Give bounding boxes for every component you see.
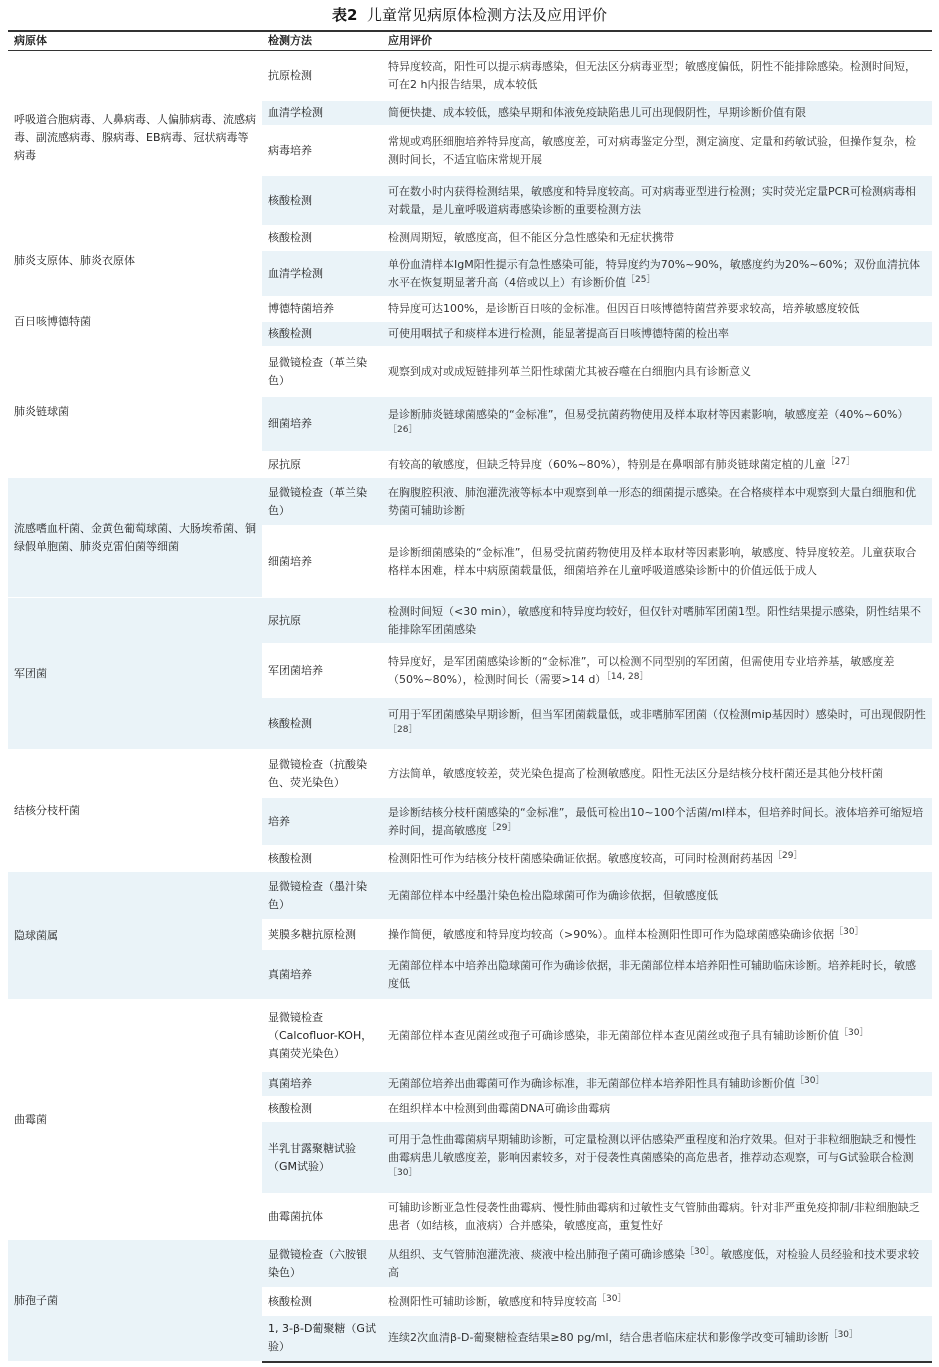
pathogen-table	[8, 30, 932, 1363]
table-number: 表2	[332, 6, 358, 24]
method-cell: 博德特菌培养	[262, 297, 382, 322]
reference-marker: ［29］	[773, 850, 803, 861]
evaluation-cell	[382, 126, 932, 176]
header-pathogen: 病原体	[8, 31, 262, 51]
table-title	[0, 0, 939, 30]
evaluation-cell	[382, 644, 932, 698]
evaluation-text: 是诊断细菌感染的“金标准”，但易受抗菌药物使用及样本取材等因素影响，敏感度、特异度较差。儿童获取合格样本困难，样本中病原菌载量低，细菌培养在儿童呼吸道感染诊断中的价值远低于成人	[388, 545, 917, 577]
evaluation-cell	[382, 397, 932, 452]
pathogen-cell: 军团菌	[8, 598, 262, 750]
evaluation-text: 可用于军团菌感染早期诊断，但当军团菌载量低，或非嗜肺军团菌（仅检测mip基因时）感染时，可出现假阴性	[388, 707, 926, 721]
method-cell: 显微镜检查（墨汁染色）	[262, 872, 382, 920]
evaluation-text: 有较高的敏感度，但缺乏特异度（60%~80%），特别是在鼻咽部有肺炎链球菌定植的儿童	[388, 457, 826, 471]
pathogen-group	[8, 347, 932, 478]
pathogen-cell: 结核分枝杆菌	[8, 750, 262, 872]
method-cell: 显微镜检查（Calcofluor-KOH，真菌荧光染色）	[262, 1000, 382, 1072]
evaluation-text: 操作简便，敏感度和特异度均较高（>90%）。血样本检测阳性即可作为隐球菌感染确诊依据	[388, 927, 835, 941]
pathogen-group	[8, 478, 932, 598]
method-cell: 显微镜检查（革兰染色）	[262, 347, 382, 397]
evaluation-cell	[382, 322, 932, 347]
method-cell: 曲霉菌抗体	[262, 1194, 382, 1240]
evaluation-text: 检测周期短，敏感度高，但不能区分急性感染和无症状携带	[388, 231, 674, 244]
pathogen-cell: 肺炎支原体、肺炎衣原体	[8, 226, 262, 297]
evaluation-cell	[382, 798, 932, 846]
evaluation-cell	[382, 251, 932, 297]
method-cell: 培养	[262, 798, 382, 846]
evaluation-cell	[382, 698, 932, 750]
method-cell: 核酸检测	[262, 1097, 382, 1122]
evaluation-cell	[382, 297, 932, 322]
method-cell: 显微镜检查（六胺银染色）	[262, 1240, 382, 1288]
table-row	[8, 1000, 932, 1072]
method-cell: 血清学检测	[262, 251, 382, 297]
table-row	[8, 1240, 932, 1288]
reference-marker: ［26］	[388, 425, 418, 435]
method-cell: 病毒培养	[262, 126, 382, 176]
evaluation-text: 无菌部位样本查见菌丝或孢子可确诊感染，非无菌部位样本查见菌丝或孢子具有辅助诊断价值	[388, 1028, 839, 1042]
pathogen-cell: 百日咳博德特菌	[8, 297, 262, 347]
evaluation-cell	[382, 176, 932, 226]
reference-marker: ［14, 28］	[606, 671, 649, 682]
evaluation-cell	[382, 51, 932, 101]
evaluation-cell	[382, 1072, 932, 1097]
evaluation-cell	[382, 1240, 932, 1288]
table-title-text: 儿童常见病原体检测方法及应用评价	[366, 6, 607, 24]
method-cell: 核酸检测	[262, 1288, 382, 1316]
evaluation-cell	[382, 1316, 932, 1362]
evaluation-text: 特异度较高，阳性可以提示病毒感染，但无法区分病毒亚型；敏感度偏低，阴性不能排除感染。检测时间短，可在2 h内报告结果，成本较低	[388, 59, 916, 91]
method-cell: 核酸检测	[262, 226, 382, 251]
table-row	[8, 598, 932, 644]
method-cell: 真菌培养	[262, 950, 382, 1000]
evaluation-cell	[382, 846, 932, 872]
evaluation-cell	[382, 920, 932, 950]
evaluation-text: 在组织样本中检测到曲霉菌DNA可确诊曲霉病	[388, 1102, 611, 1115]
header-evaluation: 应用评价	[382, 31, 932, 51]
method-cell: 半乳甘露聚糖试验（GM试验）	[262, 1122, 382, 1194]
evaluation-text: 可用于急性曲霉菌病早期辅助诊断，可定量检测以评估感染严重程度和治疗效果。但对于非粒细胞缺乏和慢性曲霉病患儿敏感度差，影响因素较多，对于侵袭性真菌感染的高危患者，推荐动态观察，可与G试验联合检测	[388, 1132, 916, 1164]
evaluation-cell	[382, 872, 932, 920]
method-cell: 荚膜多糖抗原检测	[262, 920, 382, 950]
method-cell: 显微镜检查（革兰染色）	[262, 478, 382, 526]
evaluation-text: 在胸腹腔积液、肺泡灌洗液等标本中观察到单一形态的细菌提示感染。在合格痰样本中观察到大量白细胞和优势菌可辅助诊断	[388, 485, 916, 517]
evaluation-cell	[382, 101, 932, 126]
reference-marker: ［30］	[597, 1293, 627, 1304]
evaluation-text: 无菌部位培养出曲霉菌可作为确诊标准，非无菌部位样本培养阳性具有辅助诊断价值	[388, 1077, 795, 1090]
pathogen-group	[8, 750, 932, 872]
method-cell: 核酸检测	[262, 698, 382, 750]
table-row	[8, 347, 932, 397]
evaluation-cell	[382, 226, 932, 251]
reference-marker: ［30］	[685, 1246, 710, 1257]
pathogen-cell: 流感嗜血杆菌、金黄色葡萄球菌、大肠埃希菌、铜绿假单胞菌、肺炎克雷伯菌等细菌	[8, 478, 262, 598]
evaluation-text: 特异度可达100%，是诊断百日咳的金标准。但因百日咳博德特菌营养要求较高，培养敏感度较低	[388, 302, 860, 315]
reference-marker: ［28］	[388, 724, 418, 735]
method-cell: 1, 3-β-D葡聚糖（G试验）	[262, 1316, 382, 1362]
evaluation-text: 从组织、支气管肺泡灌洗液、痰液中检出肺孢子菌可确诊感染	[388, 1247, 685, 1261]
evaluation-cell	[382, 1000, 932, 1072]
evaluation-text: 简便快捷、成本较低，感染早期和体液免疫缺陷患儿可出现假阴性，早期诊断价值有限	[388, 106, 806, 119]
reference-marker: ［30］	[795, 1076, 825, 1086]
evaluation-text: 方法简单，敏感度较差，荧光染色提高了检测敏感度。阳性无法区分是结核分枝杆菌还是其他分枝杆菌	[388, 766, 883, 780]
evaluation-cell	[382, 1194, 932, 1240]
method-cell: 真菌培养	[262, 1072, 382, 1097]
pathogen-cell: 曲霉菌	[8, 1000, 262, 1240]
pathogen-cell: 隐球菌属	[8, 872, 262, 1000]
evaluation-cell	[382, 598, 932, 644]
reference-marker: ［29］	[487, 822, 517, 833]
table-row	[8, 51, 932, 101]
header-method: 检测方法	[262, 31, 382, 51]
evaluation-cell	[382, 1122, 932, 1194]
method-cell: 细菌培养	[262, 397, 382, 452]
evaluation-text: 检测阳性可辅助诊断，敏感度和特异度较高	[388, 1294, 597, 1308]
evaluation-cell	[382, 1288, 932, 1316]
evaluation-text: 特异度好，是军团菌感染诊断的“金标准”，可以检测不同型别的军团菌，但需使用专业培养基，敏感度差（50%~80%），检测时间长（需要>14 d）	[388, 654, 895, 686]
method-cell: 尿抗原	[262, 452, 382, 478]
method-cell: 抗原检测	[262, 51, 382, 101]
pathogen-group	[8, 51, 932, 226]
reference-marker: ［30］	[388, 1167, 418, 1178]
method-cell: 军团菌培养	[262, 644, 382, 698]
evaluation-text: 无菌部位样本中培养出隐球菌可作为确诊依据，非无菌部位样本培养阳性可辅助临床诊断。培养耗时长，敏感度低	[388, 958, 916, 990]
header-row	[8, 31, 932, 51]
evaluation-cell	[382, 478, 932, 526]
pathogen-cell: 肺炎链球菌	[8, 347, 262, 478]
reference-marker: ［30］	[839, 1027, 869, 1038]
evaluation-text-continued: 。敏感度低，对检验人员经验和技术要求较高	[388, 1247, 919, 1279]
evaluation-text: 可使用咽拭子和痰样本进行检测，能显著提高百日咳博德特菌的检出率	[388, 327, 729, 340]
reference-marker: ［27］	[825, 456, 856, 467]
evaluation-cell	[382, 1097, 932, 1122]
evaluation-cell	[382, 347, 932, 397]
evaluation-text: 是诊断结核分枝杆菌感染的“金标准”，最低可检出10~100个活菌/ml样本，但培养时间长。液体培养可缩短培养时间，提高敏感度	[388, 805, 924, 837]
evaluation-cell	[382, 950, 932, 1000]
evaluation-text: 可在数小时内获得检测结果，敏感度和特异度较高。可对病毒亚型进行检测；实时荧光定量PCR可检测病毒相对载量，是儿童呼吸道病毒感染诊断的重要检测方法	[388, 184, 916, 216]
evaluation-cell	[382, 526, 932, 598]
evaluation-text: 连续2次血清β-D-葡聚糖检查结果≥80 pg/ml，结合患者临床症状和影像学改变可辅助诊断	[388, 1331, 829, 1345]
reference-marker: ［30］	[834, 926, 864, 937]
table-row	[8, 297, 932, 322]
evaluation-text: 常规或鸡胚细胞培养特异度高，敏感度差，可对病毒鉴定分型，测定滴度、定量和药敏试验，但操作复杂，检测时间长，不适宜临床常规开展	[388, 134, 916, 166]
table-row	[8, 478, 932, 526]
pathogen-group	[8, 226, 932, 297]
evaluation-text: 可辅助诊断亚急性侵袭性曲霉病、慢性肺曲霉病和过敏性支气管肺曲霉病。针对非严重免疫抑制/非粒细胞缺乏患者（如结核，血液病）合并感染，敏感度高，重复性好	[388, 1200, 920, 1232]
pathogen-group	[8, 297, 932, 347]
evaluation-text: 单份血清样本IgM阳性提示有急性感染可能，特异度约为70%~90%，敏感度约为20%~60%；双份血清抗体水平在恢复期显著升高（4倍或以上）有诊断价值	[388, 257, 920, 289]
reference-marker: ［25］	[626, 274, 656, 285]
evaluation-text: 无菌部位样本中经墨汁染色检出隐球菌可作为确诊依据，但敏感度低	[388, 888, 718, 902]
pathogen-group	[8, 598, 932, 750]
table-row	[8, 872, 932, 920]
method-cell: 细菌培养	[262, 526, 382, 598]
evaluation-cell	[382, 452, 932, 478]
evaluation-cell	[382, 750, 932, 798]
evaluation-text: 检测时间短（<30 min），敏感度和特异度均较好，但仅针对嗜肺军团菌1型。阳性结果提示感染，阴性结果不能排除军团菌感染	[388, 604, 921, 636]
evaluation-text: 是诊断肺炎链球菌感染的“金标准”，但易受抗菌药物使用及样本取材等因素影响，敏感度差（40%~60%）	[388, 408, 909, 421]
method-cell: 核酸检测	[262, 176, 382, 226]
table-row	[8, 750, 932, 798]
evaluation-text: 观察到成对或成短链排列革兰阳性球菌尤其被吞噬在白细胞内具有诊断意义	[388, 364, 751, 378]
method-cell: 核酸检测	[262, 322, 382, 347]
pathogen-cell: 呼吸道合胞病毒、人鼻病毒、人偏肺病毒、流感病毒、副流感病毒、腺病毒、EB病毒、冠状病毒等病毒	[8, 51, 262, 226]
reference-marker: ［30］	[828, 1330, 859, 1341]
table-row	[8, 226, 932, 251]
method-cell: 显微镜检查（抗酸染色、荧光染色）	[262, 750, 382, 798]
method-cell: 尿抗原	[262, 598, 382, 644]
pathogen-group	[8, 1240, 932, 1362]
evaluation-text: 检测阳性可作为结核分枝杆菌感染确证依据。敏感度较高，可同时检测耐药基因	[388, 851, 773, 865]
pathogen-cell: 肺孢子菌	[8, 1240, 262, 1362]
pathogen-group	[8, 872, 932, 1000]
method-cell: 核酸检测	[262, 846, 382, 872]
method-cell: 血清学检测	[262, 101, 382, 126]
pathogen-group	[8, 1000, 932, 1240]
